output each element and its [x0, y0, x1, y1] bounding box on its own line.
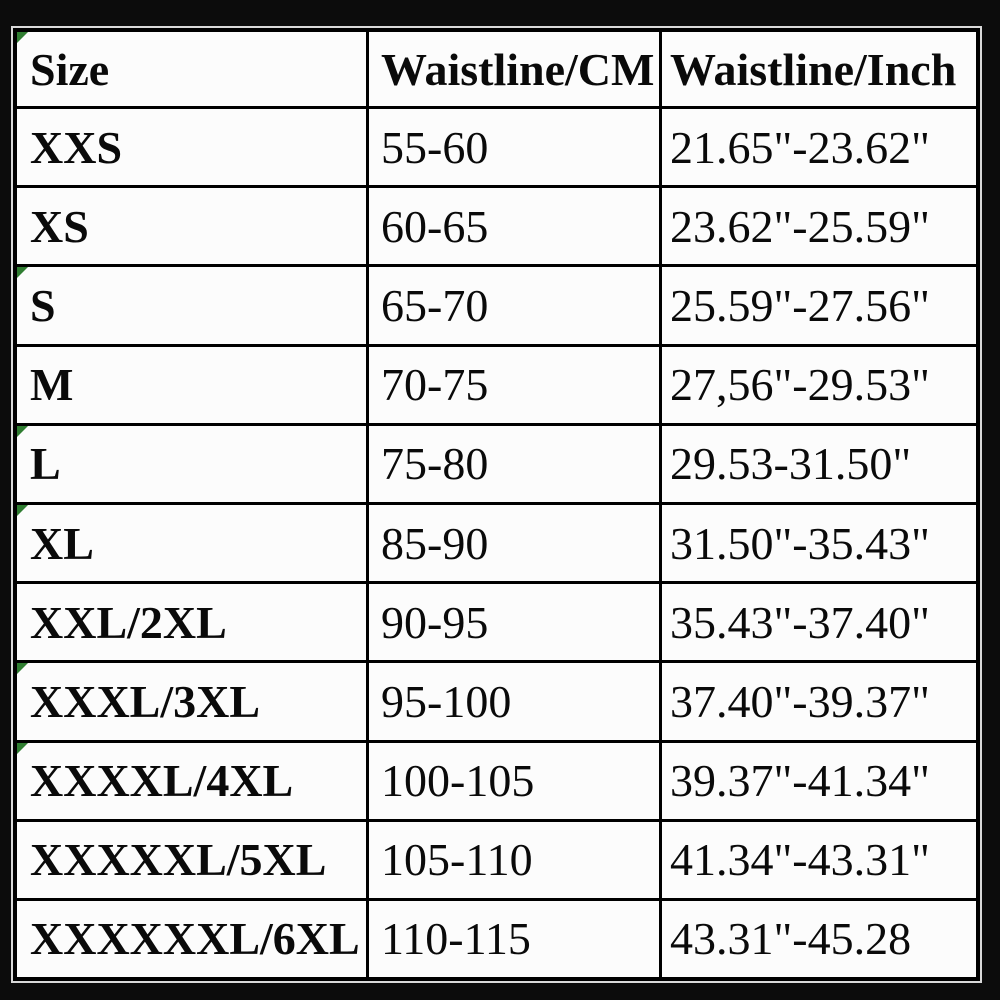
- inch-cell: [662, 505, 976, 581]
- table-row: [17, 584, 976, 663]
- size-cell: [17, 505, 369, 581]
- size-value: S: [30, 279, 56, 331]
- table-row: [17, 822, 976, 901]
- cm-cell: [369, 426, 662, 502]
- table-row: [17, 267, 976, 346]
- cm-cell: [369, 267, 662, 343]
- cm-cell: [369, 188, 662, 264]
- size-value: XXXXXXL/6XL: [30, 913, 360, 965]
- size-cell: [17, 426, 369, 502]
- cm-value: 60-65: [381, 200, 489, 252]
- cm-cell: [369, 584, 662, 660]
- cm-value: 95-100: [381, 675, 512, 727]
- size-value: XL: [30, 517, 94, 569]
- inch-cell: [662, 347, 976, 423]
- size-value: M: [30, 359, 74, 411]
- size-chart-table: [13, 28, 980, 981]
- cell-corner-marker-icon: [17, 426, 28, 437]
- size-cell: [17, 901, 369, 977]
- cm-cell: [369, 505, 662, 581]
- cm-cell: [369, 901, 662, 977]
- cell-corner-marker-icon: [17, 663, 28, 674]
- inch-cell: [662, 584, 976, 660]
- table-row: [17, 743, 976, 822]
- size-value: XXXXXL/5XL: [30, 834, 327, 886]
- inch-value: 39.37"-41.34": [670, 755, 930, 807]
- size-cell: [17, 663, 369, 739]
- size-cell: [17, 743, 369, 819]
- size-value: L: [30, 438, 61, 490]
- inch-cell: [662, 109, 976, 185]
- size-value: XXXXL/4XL: [30, 755, 294, 807]
- cm-cell: [369, 663, 662, 739]
- cm-cell: [369, 822, 662, 898]
- size-cell: [17, 188, 369, 264]
- cm-value: 90-95: [381, 596, 489, 648]
- inch-cell: [662, 188, 976, 264]
- inch-value: 21.65"-23.62": [670, 121, 930, 173]
- inch-value: 23.62"-25.59": [670, 200, 930, 252]
- inch-value: 41.34"-43.31": [670, 834, 930, 886]
- inch-cell: [662, 743, 976, 819]
- table-row: [17, 505, 976, 584]
- size-value: XXL/2XL: [30, 596, 227, 648]
- cm-value: 55-60: [381, 121, 489, 173]
- cm-value: 100-105: [381, 755, 535, 807]
- cm-value: 75-80: [381, 438, 489, 490]
- inch-cell: [662, 663, 976, 739]
- cm-value: 110-115: [381, 913, 531, 965]
- table-header-row: [17, 32, 976, 109]
- inch-value: 27,56"-29.53": [670, 359, 930, 411]
- column-header-waistline-inch-label: Waistline/Inch: [670, 43, 957, 95]
- table-row: [17, 426, 976, 505]
- inch-cell: [662, 822, 976, 898]
- inch-value: 35.43"-37.40": [670, 596, 930, 648]
- inch-cell: [662, 426, 976, 502]
- size-cell: [17, 822, 369, 898]
- cm-cell: [369, 109, 662, 185]
- table-row: [17, 901, 976, 977]
- inch-value: 29.53-31.50": [670, 438, 912, 490]
- cell-corner-marker-icon: [17, 267, 28, 278]
- size-cell: [17, 267, 369, 343]
- column-header-waistline-inch: [662, 32, 976, 106]
- inch-value: 31.50"-35.43": [670, 517, 930, 569]
- inch-cell: [662, 267, 976, 343]
- inch-value: 37.40"-39.37": [670, 675, 930, 727]
- column-header-size: [17, 32, 369, 106]
- size-value: XS: [30, 200, 89, 252]
- column-header-size-label: Size: [30, 43, 110, 95]
- size-value: XXS: [30, 121, 123, 173]
- inch-value: 25.59"-27.56": [670, 279, 930, 331]
- inch-value: 43.31"-45.28: [670, 913, 912, 965]
- cm-value: 105-110: [381, 834, 533, 886]
- inch-cell: [662, 901, 976, 977]
- size-value: XXXL/3XL: [30, 675, 261, 727]
- size-cell: [17, 584, 369, 660]
- cell-corner-marker-icon: [17, 743, 28, 754]
- cm-cell: [369, 347, 662, 423]
- column-header-waistline-cm: [369, 32, 662, 106]
- column-header-waistline-cm-label: Waistline/CM: [381, 43, 655, 95]
- cm-cell: [369, 743, 662, 819]
- cell-corner-marker-icon: [17, 32, 28, 43]
- size-cell: [17, 109, 369, 185]
- table-row: [17, 347, 976, 426]
- size-cell: [17, 347, 369, 423]
- cm-value: 85-90: [381, 517, 489, 569]
- cm-value: 70-75: [381, 359, 489, 411]
- table-row: [17, 188, 976, 267]
- cm-value: 65-70: [381, 279, 489, 331]
- cell-corner-marker-icon: [17, 505, 28, 516]
- table-row: [17, 663, 976, 742]
- table-row: [17, 109, 976, 188]
